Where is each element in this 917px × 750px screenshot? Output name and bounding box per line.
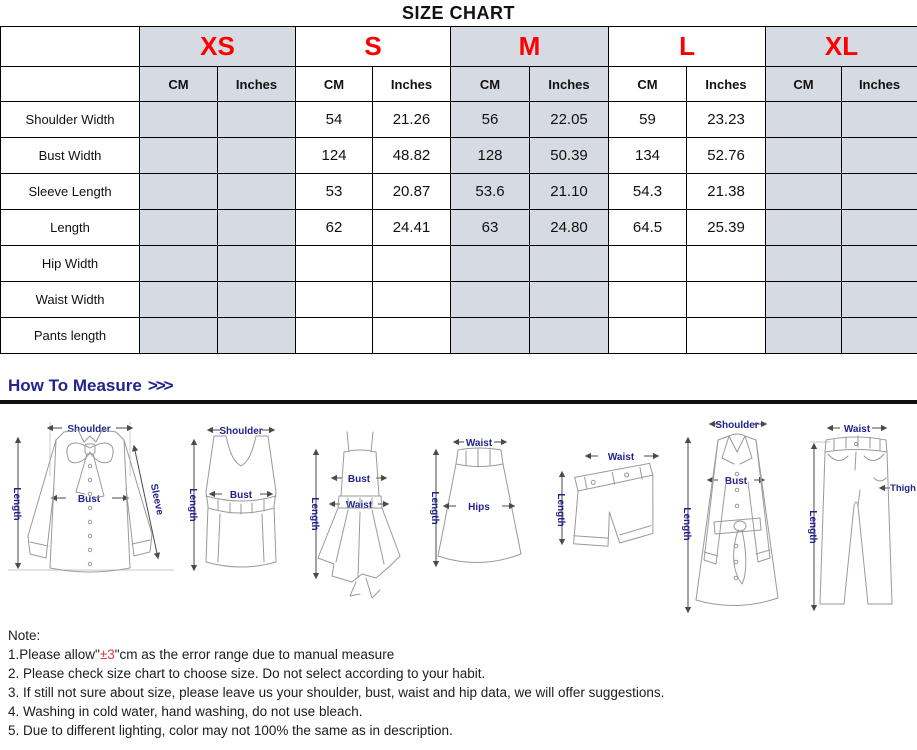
cell-value — [842, 318, 917, 354]
unit-header-cm: CM — [296, 67, 373, 102]
how-to-measure-heading — [8, 375, 917, 397]
garment-outline — [338, 496, 382, 508]
cell-value: 22.05 — [530, 102, 609, 138]
unit-header-cm: CM — [451, 67, 530, 102]
cell-value — [451, 318, 530, 354]
size-header-l: L — [609, 27, 766, 67]
cell-value: 21.26 — [373, 102, 451, 138]
cell-value: 21.38 — [687, 174, 766, 210]
unit-header-inches: Inches — [373, 67, 451, 102]
cell-value — [140, 246, 218, 282]
unit-header-inches: Inches — [842, 67, 917, 102]
note-line-1-suffix: "cm as the error range due to manual measure — [114, 647, 395, 662]
cell-value — [218, 318, 296, 354]
cell-value — [766, 102, 842, 138]
row-label: Bust Width — [1, 138, 140, 174]
cell-value — [609, 318, 687, 354]
cell-value — [140, 210, 218, 246]
cell-value — [766, 138, 842, 174]
cell-value — [842, 102, 917, 138]
cell-value — [609, 246, 687, 282]
size-header-row — [1, 27, 917, 67]
blouse-sleeve-label: Sleeve — [147, 482, 166, 517]
garment-outline — [722, 434, 752, 464]
button-details — [734, 472, 739, 580]
cell-value: 53 — [296, 174, 373, 210]
unit-header-cm: CM — [766, 67, 842, 102]
garment-outline — [828, 452, 884, 470]
cell-value — [373, 282, 451, 318]
blouse-shoulder-label: Shoulder — [67, 424, 111, 435]
garment-outline — [28, 440, 56, 558]
cell-value — [140, 102, 218, 138]
cell-value — [842, 210, 917, 246]
cell-value: 48.82 — [373, 138, 451, 174]
cell-value — [842, 174, 917, 210]
cell-value — [766, 246, 842, 282]
cell-value — [296, 246, 373, 282]
table-row — [1, 210, 917, 246]
tank-length-label: Length — [187, 488, 198, 522]
cell-value — [218, 282, 296, 318]
cell-value: 52.76 — [687, 138, 766, 174]
note-line-1 — [8, 645, 917, 664]
garment-outline — [734, 521, 746, 531]
cell-value — [218, 210, 296, 246]
size-chart-table — [0, 26, 917, 354]
garment-outline — [341, 450, 379, 496]
cell-value — [842, 138, 917, 174]
cell-value: 128 — [451, 138, 530, 174]
table-row — [1, 282, 917, 318]
cell-value — [140, 174, 218, 210]
unit-header-inches: Inches — [687, 67, 766, 102]
cell-value — [687, 318, 766, 354]
skirt-diagram — [426, 434, 534, 584]
cell-value: 124 — [296, 138, 373, 174]
row-label: Hip Width — [1, 246, 140, 282]
cell-value — [218, 102, 296, 138]
blouse-bust-label: Bust — [77, 494, 101, 505]
row-label: Length — [1, 210, 140, 246]
garment-outline — [350, 578, 380, 598]
size-header-s: S — [296, 27, 451, 67]
dress-waist-label: Waist — [345, 500, 373, 511]
pants-length-label: Length — [807, 510, 818, 544]
notes-heading: Note: — [8, 628, 41, 643]
cell-value — [218, 138, 296, 174]
garment-outline — [820, 452, 892, 604]
cell-value — [766, 210, 842, 246]
coat-length-label: Length — [681, 507, 692, 541]
size-header-m: M — [451, 27, 609, 67]
note-line-4: 4. Washing in cold water, hand washing, do not use bleach. — [8, 704, 363, 719]
cell-value — [373, 318, 451, 354]
cell-value — [766, 318, 842, 354]
shorts-diagram — [542, 444, 674, 579]
tank-top-diagram — [182, 420, 300, 580]
button-details — [591, 480, 595, 484]
cell-value — [842, 282, 917, 318]
row-label: Pants length — [1, 318, 140, 354]
cell-value: 24.41 — [373, 210, 451, 246]
table-row — [1, 138, 917, 174]
cell-value — [766, 282, 842, 318]
coat-shoulder-label: Shoulder — [715, 420, 759, 431]
table-row — [1, 246, 917, 282]
row-label: Waist Width — [1, 282, 140, 318]
cell-value: 64.5 — [609, 210, 687, 246]
size-table-body — [1, 102, 917, 354]
button-details — [855, 443, 858, 446]
dress-bust-label: Bust — [347, 474, 371, 485]
button-details — [88, 464, 91, 565]
unit-header-row — [1, 67, 917, 102]
cell-value: 62 — [296, 210, 373, 246]
cell-value — [373, 246, 451, 282]
garment-outline — [218, 514, 264, 562]
cell-value — [530, 318, 609, 354]
cell-value — [687, 246, 766, 282]
cell-value — [687, 282, 766, 318]
pants-thigh-label: Thigh — [890, 483, 916, 494]
cell-value — [140, 318, 218, 354]
pants-diagram — [800, 420, 917, 620]
note-line-3: 3. If still not sure about size, please leave us your shoulder, bust, waist and hip data, we will offer suggestions. — [8, 685, 665, 700]
button-details — [624, 473, 628, 477]
unit-header-inches: Inches — [530, 67, 609, 102]
note-line-2: 2. Please check size chart to choose size. Do not select according to your habit. — [8, 666, 486, 681]
garment-outline — [336, 510, 384, 578]
cell-value: 54 — [296, 102, 373, 138]
garment-outline — [438, 464, 521, 563]
corner-cell — [1, 67, 140, 102]
blouse-diagram — [4, 418, 178, 590]
how-to-measure-text: How To Measure — [8, 376, 142, 395]
cell-value — [451, 282, 530, 318]
cell-value: 63 — [451, 210, 530, 246]
measure-diagrams — [0, 404, 917, 620]
cell-value — [530, 282, 609, 318]
cell-value — [609, 282, 687, 318]
table-row — [1, 174, 917, 210]
cell-value: 20.87 — [373, 174, 451, 210]
cell-value — [296, 318, 373, 354]
chevron-arrows-icon: >>> — [147, 376, 172, 395]
row-label: Sleeve Length — [1, 174, 140, 210]
size-header-xl: XL — [766, 27, 917, 67]
skirt-hips-label: Hips — [468, 502, 490, 513]
table-row — [1, 102, 917, 138]
dress-diagram — [304, 426, 422, 601]
cell-value: 59 — [609, 102, 687, 138]
blouse-length-label: Length — [11, 487, 22, 521]
unit-header-cm: CM — [140, 67, 218, 102]
garment-outline — [347, 432, 373, 452]
garment-outline — [67, 443, 113, 463]
cell-value — [842, 246, 917, 282]
cell-value: 24.80 — [530, 210, 609, 246]
cell-value — [296, 282, 373, 318]
note-line-5: 5. Due to different lighting, color may not 100% the same as in description. — [8, 723, 453, 738]
row-label: Shoulder Width — [1, 102, 140, 138]
dress-length-label: Length — [309, 497, 320, 531]
cell-value — [766, 174, 842, 210]
cell-value: 25.39 — [687, 210, 766, 246]
skirt-waist-label: Waist — [465, 438, 493, 449]
tank-shoulder-label: Shoulder — [219, 426, 263, 437]
garment-outline — [858, 478, 886, 506]
cell-value: 54.3 — [609, 174, 687, 210]
cell-value — [451, 246, 530, 282]
table-row — [1, 318, 917, 354]
unit-header-cm: CM — [609, 67, 687, 102]
garment-outline — [574, 526, 652, 542]
cell-value — [218, 246, 296, 282]
page-title: SIZE CHART — [402, 3, 515, 23]
skirt-length-label: Length — [429, 491, 440, 525]
cell-value: 50.39 — [530, 138, 609, 174]
notes-section — [0, 620, 917, 740]
garment-outline — [76, 454, 104, 498]
corner-cell — [1, 27, 140, 67]
pants-waist-label: Waist — [843, 424, 871, 435]
shorts-waist-label: Waist — [607, 452, 635, 463]
cell-value — [530, 246, 609, 282]
cell-value — [140, 138, 218, 174]
cell-value: 56 — [451, 102, 530, 138]
note-line-1-highlight: ±3 — [99, 647, 115, 662]
coat-diagram — [676, 416, 800, 621]
cell-value: 23.23 — [687, 102, 766, 138]
size-header-xs: XS — [140, 27, 296, 67]
unit-header-inches: Inches — [218, 67, 296, 102]
cell-value: 21.10 — [530, 174, 609, 210]
tank-bust-label: Bust — [229, 490, 253, 501]
cell-value: 53.6 — [451, 174, 530, 210]
cell-value: 134 — [609, 138, 687, 174]
garment-outline — [456, 448, 503, 467]
cell-value — [140, 282, 218, 318]
garment-outline — [466, 449, 490, 467]
garment-outline — [567, 475, 659, 550]
shorts-length-label: Length — [555, 493, 566, 527]
coat-bust-label: Bust — [724, 476, 748, 487]
cell-value — [218, 174, 296, 210]
note-line-1-prefix: 1.Please allow" — [8, 647, 100, 662]
